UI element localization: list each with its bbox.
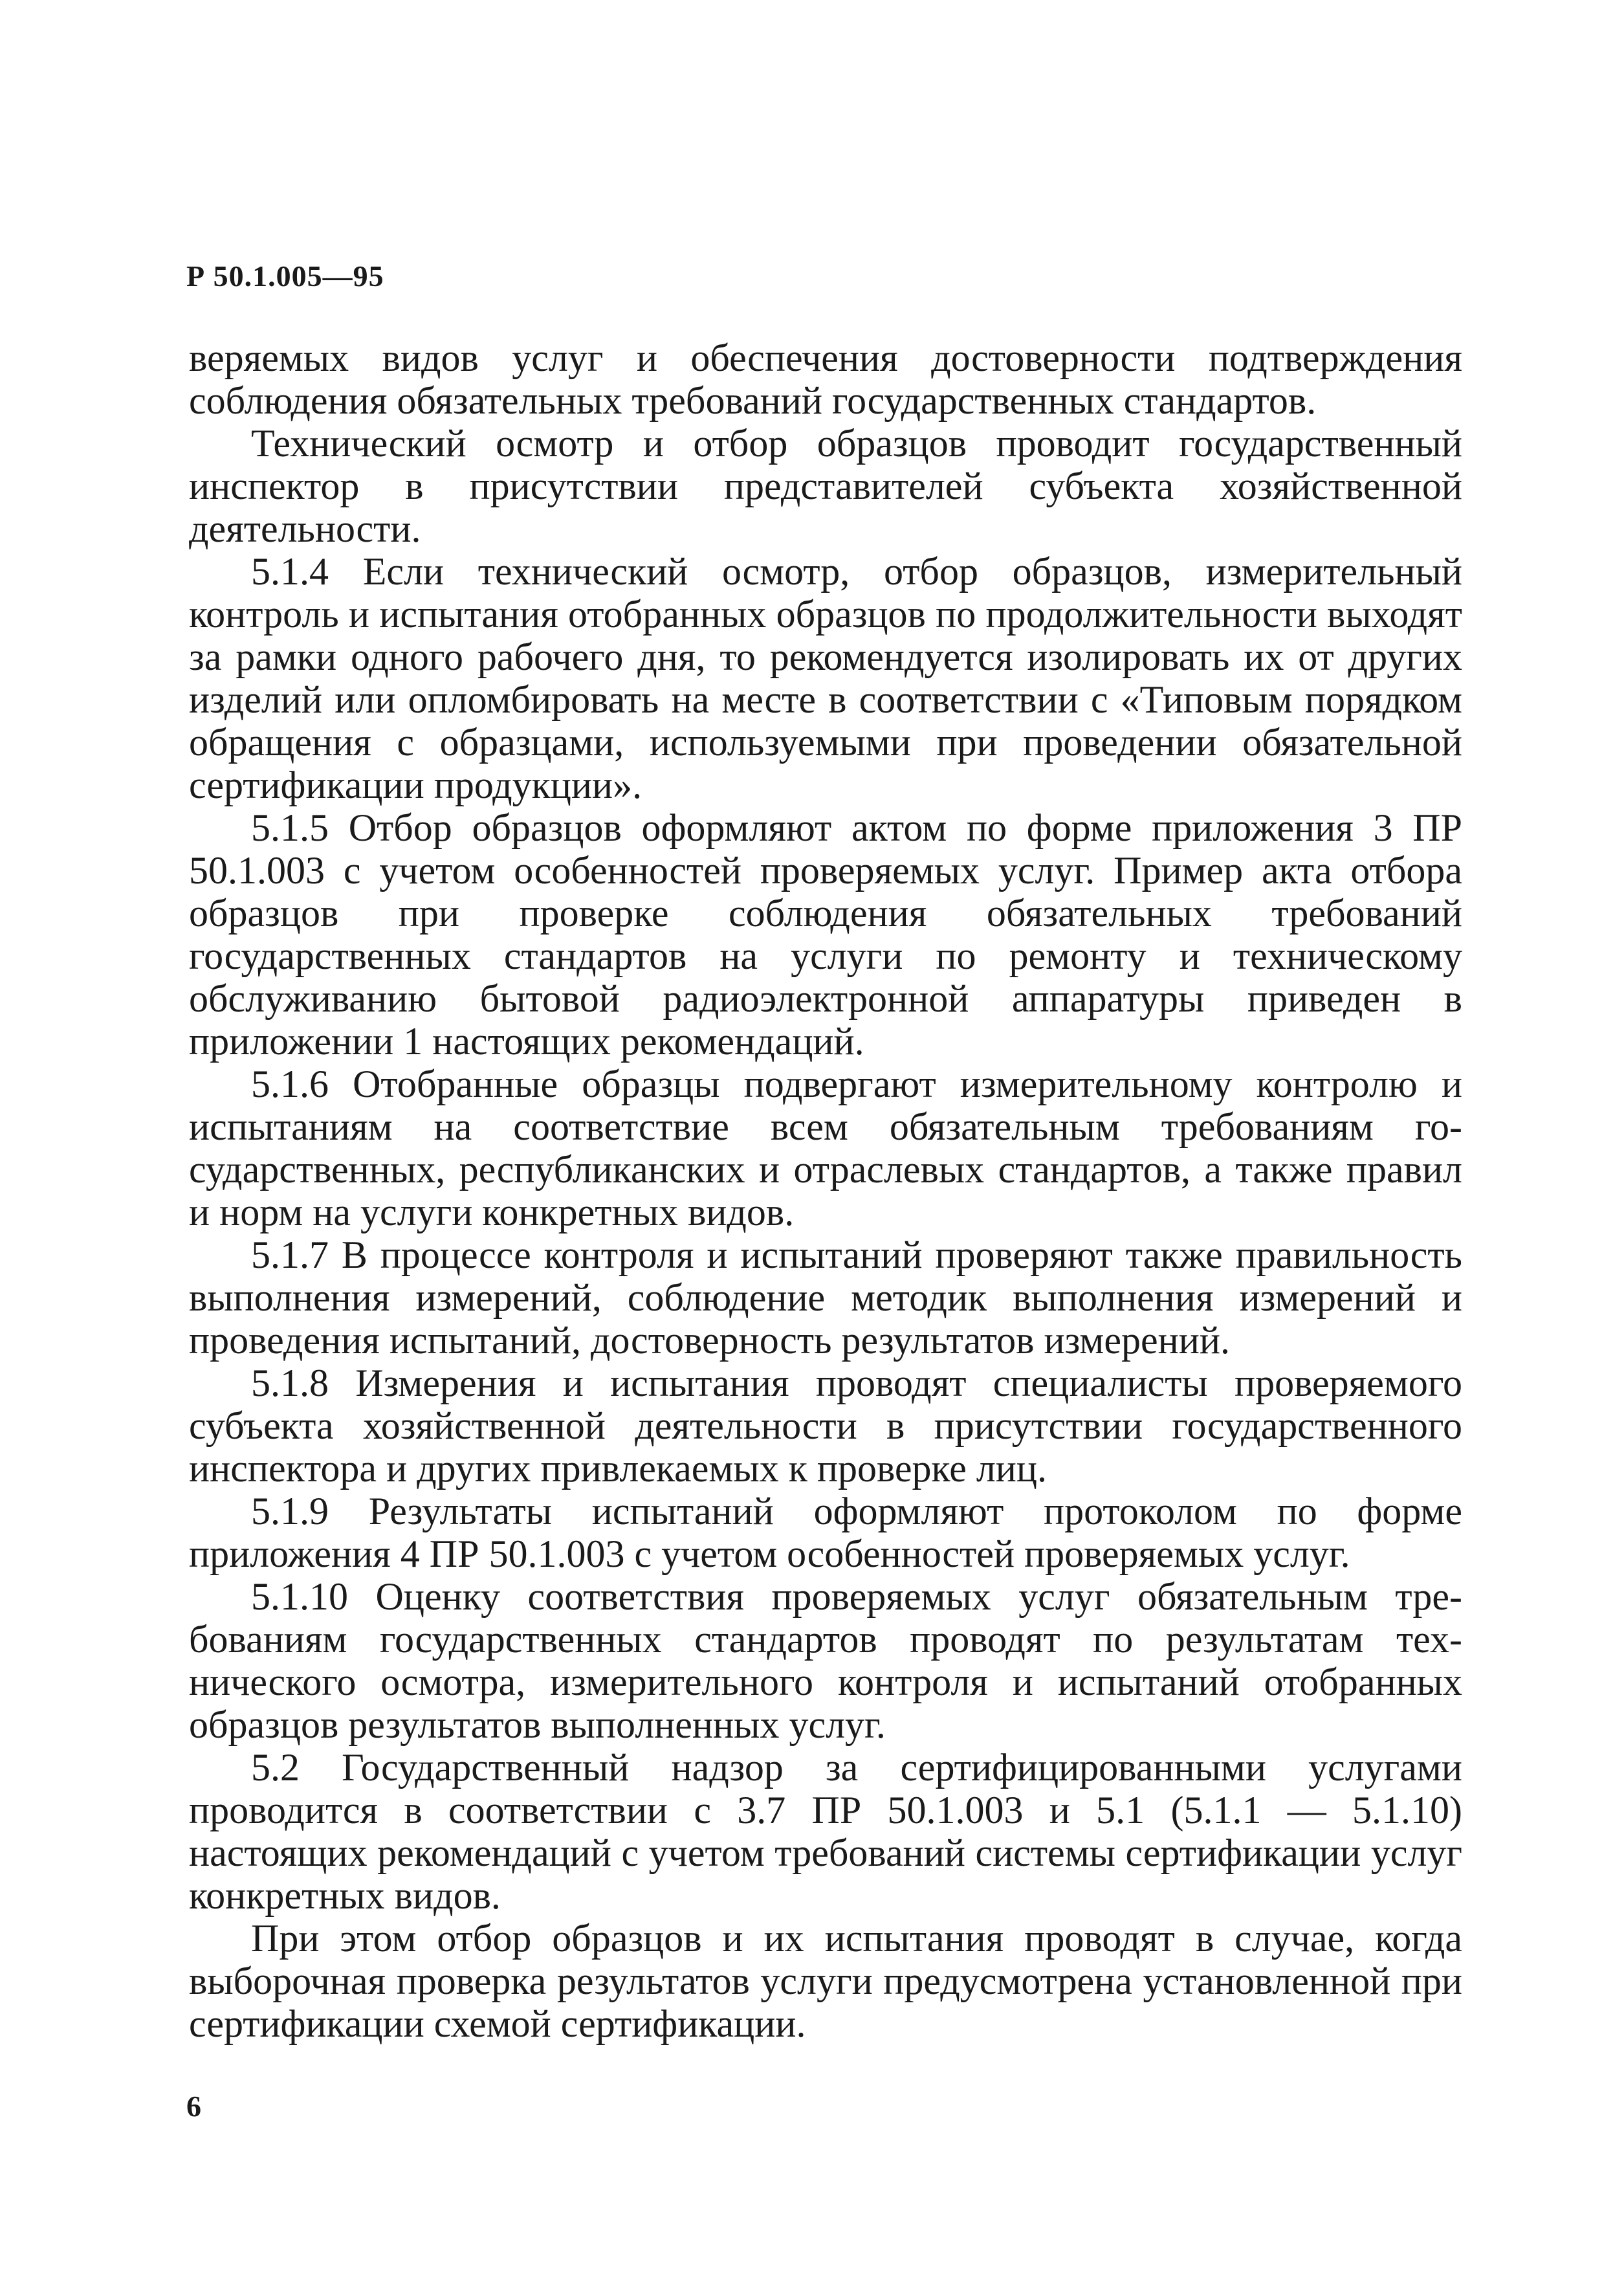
clause-5-1-8: 5.1.8 Измерения и испытания проводят специалисты проверяемого субъекта хозяйственной деятельности в присутствии государственного инспектора и других привлекаемых к проверке лиц. [189, 1362, 1462, 1490]
paragraph-continuation: веряемых видов услуг и обеспечения достоверности подтверждения соблюдения обязательных требований государственных стандартов. [189, 337, 1462, 422]
clause-5-1-4: 5.1.4 Если технический осмотр, отбор образцов, измерительный контроль и испытания отобранных образцов по продолжительности выходят за рамки одного рабочего дня, то рекомендуется изолировать их от других изделий или опломбировать на месте в соответствии с «Типовым порядком обращения с образцами, используемыми при проведении обязательной сертификации продукции». [189, 550, 1462, 806]
paragraph-inspection: Технический осмотр и отбор образцов проводит государственный инспектор в присутствии представителей субъекта хозяйственной деятельности. [189, 422, 1462, 550]
clause-5-1-7: 5.1.7 В процессе контроля и испытаний проверяют также правильность выполнения измерений, соблюдение методик выполнения измерений и проведения испытаний, достоверность результатов измерений. [189, 1233, 1462, 1362]
body-text [189, 337, 1462, 2045]
document-code: Р 50.1.005—95 [186, 260, 384, 293]
page-number: 6 [186, 2090, 201, 2123]
paragraph-sampling: При этом отбор образцов и их испытания проводят в случае, когда выборочная проверка результатов услуги предусмотрена установленной при сертификации схемой сертификации. [189, 1917, 1462, 2045]
clause-5-1-9: 5.1.9 Результаты испытаний оформляют протоколом по форме приложения 4 ПР 50.1.003 с учетом особенностей проверяемых услуг. [189, 1490, 1462, 1575]
clause-5-1-5: 5.1.5 Отбор образцов оформляют актом по форме приложения 3 ПР 50.1.003 с учетом особенностей проверяемых услуг. Пример акта отбора образцов при проверке соблюдения обязательных требований государственных стандартов на услуги по ремонту и техническому обслуживанию бытовой радиоэлектронной аппаратуры приведен в приложении 1 настоящих рекомендаций. [189, 806, 1462, 1063]
clause-5-2: 5.2 Государственный надзор за сертифицированными услугами проводится в соответствии с 3.7 ПР 50.1.003 и 5.1 (5.1.1 — 5.1.10) настоящих рекомендаций с учетом требований системы сертификации услуг конкретных видов. [189, 1746, 1462, 1917]
clause-5-1-6: 5.1.6 Отобранные образцы подвергают измерительному контролю и испытаниям на соответствие всем обязательным требованиям государственных, республиканских и отраслевых стандартов, а также правил и норм на услуги конкретных видов. [189, 1063, 1462, 1233]
clause-5-1-10: 5.1.10 Оценку соответствия проверяемых услуг обязательным требованиям государственных стандартов проводят по результатам технического осмотра, измерительного контроля и испытаний отобранных образцов результатов выполненных услуг. [189, 1575, 1462, 1746]
